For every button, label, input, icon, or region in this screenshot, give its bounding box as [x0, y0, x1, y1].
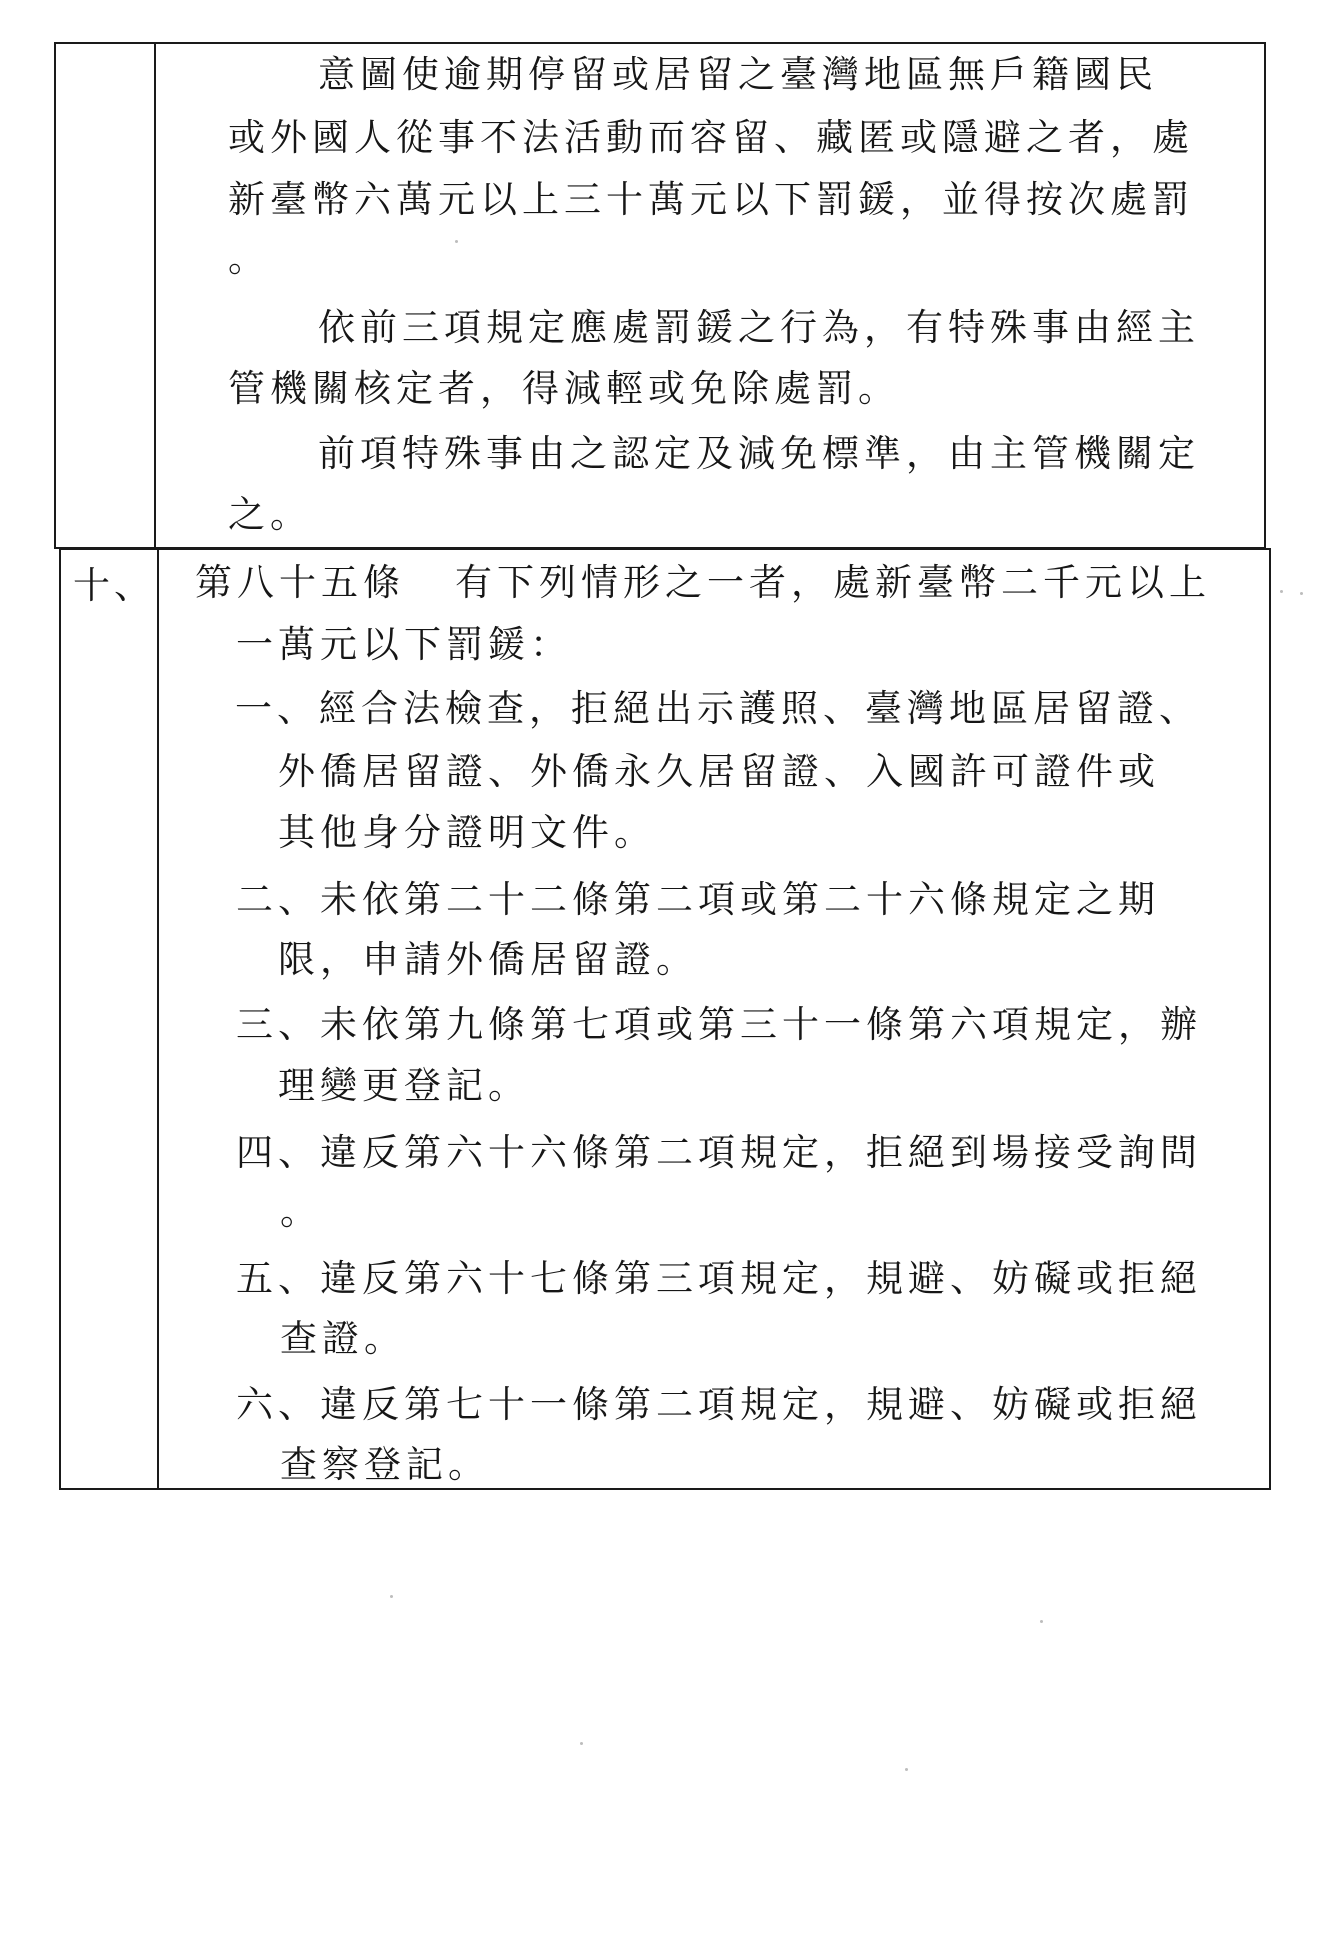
item-3-line-2: 理變更登記。 [278, 1064, 530, 1107]
item-6-line-2: 查察登記。 [280, 1443, 490, 1486]
column-divider [157, 550, 159, 1488]
article-intro-line-1: 有下列情形之一者，處新臺幣二千元以上 [455, 561, 1211, 604]
paragraph-3-line-1: 前項特殊事由之認定及減免標準，由主管機關定 [318, 432, 1200, 475]
scan-speck [390, 1595, 393, 1598]
article-intro-line-2: 一萬元以下罰鍰： [236, 623, 572, 666]
paragraph-3-line-2: 之。 [228, 493, 312, 536]
article-heading: 第八十五條 [195, 561, 405, 604]
paragraph-1-line-3: 新臺幣六萬元以上三十萬元以下罰鍰，並得按次處罰 [228, 178, 1194, 221]
item-5-line-2: 查證。 [280, 1317, 406, 1360]
section-number: 十、 [73, 564, 155, 607]
column-divider [154, 44, 156, 547]
item-3-line-1: 三、未依第九條第七項或第三十一條第六項規定，辦 [236, 1003, 1202, 1046]
paragraph-1-line-4: 。 [228, 237, 270, 280]
item-5-line-1: 五、違反第六十七條第三項規定，規避、妨礙或拒絕 [236, 1257, 1202, 1300]
item-1-line-2: 外僑居留證、外僑永久居留證、入國許可證件或 [278, 750, 1160, 793]
item-2-line-1: 二、未依第二十二條第二項或第二十六條規定之期 [236, 878, 1160, 921]
scan-speck [580, 1742, 583, 1745]
item-1-line-1: 一、經合法檢查，拒絕出示護照、臺灣地區居留證、 [235, 687, 1201, 730]
scan-speck [1280, 590, 1283, 593]
scan-speck [905, 1768, 908, 1771]
scan-speck [1040, 1620, 1043, 1623]
paragraph-1-line-2: 或外國人從事不法活動而容留、藏匿或隱避之者，處 [228, 116, 1194, 159]
item-2-line-2: 限，申請外僑居留證。 [278, 938, 698, 981]
item-6-line-1: 六、違反第七十一條第二項規定，規避、妨礙或拒絕 [236, 1383, 1202, 1426]
paragraph-2-line-2: 管機關核定者，得減輕或免除處罰。 [228, 367, 900, 410]
scan-speck [455, 240, 458, 243]
scan-speck [1300, 592, 1303, 595]
item-1-line-3: 其他身分證明文件。 [278, 811, 656, 854]
paragraph-2-line-1: 依前三項規定應處罰鍰之行為，有特殊事由經主 [318, 306, 1200, 349]
item-4-line-1: 四、違反第六十六條第二項規定，拒絕到場接受詢問 [236, 1131, 1202, 1174]
paragraph-1-line-1: 意圖使逾期停留或居留之臺灣地區無戶籍國民 [318, 53, 1158, 96]
item-4-line-2: 。 [280, 1190, 322, 1233]
